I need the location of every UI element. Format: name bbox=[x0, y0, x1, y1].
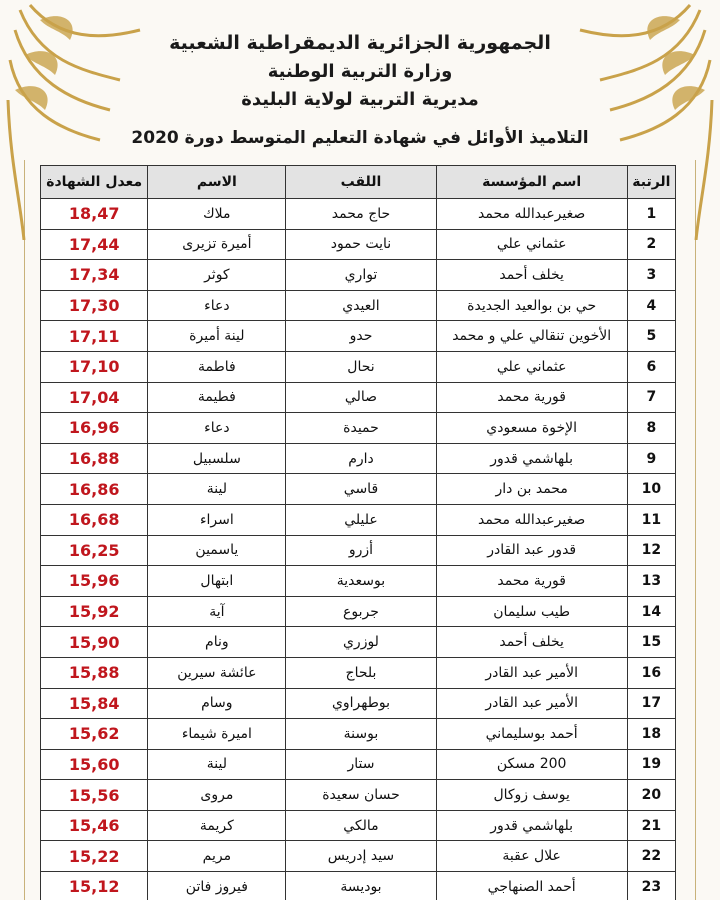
table-row bbox=[41, 749, 676, 780]
cell-last-name: صالي bbox=[286, 382, 436, 413]
cell-institution: صغيرعبدالله محمد bbox=[436, 199, 627, 230]
cell-grade: 15,90 bbox=[41, 627, 148, 658]
cell-last-name: بوسنة bbox=[286, 719, 436, 750]
cell-first-name: اسراء bbox=[148, 504, 286, 535]
cell-last-name: بوديسة bbox=[286, 872, 436, 900]
cell-institution: قدور عبد القادر bbox=[436, 535, 627, 566]
cell-last-name: قاسي bbox=[286, 474, 436, 505]
cell-grade: 17,11 bbox=[41, 321, 148, 352]
table-row bbox=[41, 810, 676, 841]
cell-rank: 4 bbox=[627, 290, 675, 321]
cell-institution: أحمد الصنهاجي bbox=[436, 872, 627, 900]
cell-last-name: نحال bbox=[286, 351, 436, 382]
cell-institution: طيب سليمان bbox=[436, 596, 627, 627]
table-row bbox=[41, 290, 676, 321]
cell-grade: 17,44 bbox=[41, 229, 148, 260]
cell-grade: 17,30 bbox=[41, 290, 148, 321]
cell-last-name: دارم bbox=[286, 443, 436, 474]
cell-first-name: سلسبيل bbox=[148, 443, 286, 474]
cell-institution: بلهاشمي قدور bbox=[436, 810, 627, 841]
cell-institution: الأمير عبد القادر bbox=[436, 657, 627, 688]
cell-first-name: دعاء bbox=[148, 413, 286, 444]
cell-first-name: ياسمين bbox=[148, 535, 286, 566]
cell-grade: 15,56 bbox=[41, 780, 148, 811]
cell-first-name: لينة bbox=[148, 474, 286, 505]
cell-rank: 11 bbox=[627, 504, 675, 535]
header-grade: معدل الشهادة bbox=[41, 166, 148, 199]
cell-rank: 7 bbox=[627, 382, 675, 413]
cell-rank: 20 bbox=[627, 780, 675, 811]
cell-rank: 16 bbox=[627, 657, 675, 688]
cell-institution: قورية محمد bbox=[436, 382, 627, 413]
table-row bbox=[41, 719, 676, 750]
table-header-row bbox=[41, 166, 676, 199]
cell-rank: 22 bbox=[627, 841, 675, 872]
cell-institution: الأخوين تنقالي علي و محمد bbox=[436, 321, 627, 352]
cell-last-name: ستار bbox=[286, 749, 436, 780]
cell-institution: صغيرعبدالله محمد bbox=[436, 504, 627, 535]
cell-grade: 16,68 bbox=[41, 504, 148, 535]
cell-first-name: فيروز فاتن bbox=[148, 872, 286, 900]
header-institution: اسم المؤسسة bbox=[436, 166, 627, 199]
cell-rank: 8 bbox=[627, 413, 675, 444]
cell-last-name: نايت حمود bbox=[286, 229, 436, 260]
cell-first-name: ونام bbox=[148, 627, 286, 658]
table-row bbox=[41, 229, 676, 260]
table-row bbox=[41, 260, 676, 291]
cell-institution: أحمد بوسليماني bbox=[436, 719, 627, 750]
cell-first-name: ابتهال bbox=[148, 566, 286, 597]
table-row bbox=[41, 382, 676, 413]
cell-institution: بلهاشمي قدور bbox=[436, 443, 627, 474]
table-row bbox=[41, 199, 676, 230]
cell-first-name: مروى bbox=[148, 780, 286, 811]
cell-grade: 15,22 bbox=[41, 841, 148, 872]
table-body bbox=[41, 199, 676, 900]
cell-last-name: تواري bbox=[286, 260, 436, 291]
cell-last-name: العيدي bbox=[286, 290, 436, 321]
cell-rank: 2 bbox=[627, 229, 675, 260]
header-last-name: اللقب bbox=[286, 166, 436, 199]
cell-last-name: حدو bbox=[286, 321, 436, 352]
table-row bbox=[41, 413, 676, 444]
cell-first-name: آية bbox=[148, 596, 286, 627]
cell-rank: 23 bbox=[627, 872, 675, 900]
cell-first-name: كريمة bbox=[148, 810, 286, 841]
cell-last-name: حاج محمد bbox=[286, 199, 436, 230]
cell-first-name: دعاء bbox=[148, 290, 286, 321]
cell-institution: 200 مسكن bbox=[436, 749, 627, 780]
cell-first-name: ملاك bbox=[148, 199, 286, 230]
cell-grade: 17,04 bbox=[41, 382, 148, 413]
cell-institution: يخلف أحمد bbox=[436, 627, 627, 658]
cell-grade: 15,88 bbox=[41, 657, 148, 688]
cell-rank: 5 bbox=[627, 321, 675, 352]
table-row bbox=[41, 535, 676, 566]
cell-first-name: لينة أميرة bbox=[148, 321, 286, 352]
table-row bbox=[41, 566, 676, 597]
cell-grade: 15,62 bbox=[41, 719, 148, 750]
header-republic: الجمهورية الجزائرية الديمقراطية الشعبية bbox=[169, 32, 551, 54]
cell-institution: يوسف زوكال bbox=[436, 780, 627, 811]
header-directorate: مديرية التربية لولاية البليدة bbox=[241, 89, 479, 110]
cell-rank: 9 bbox=[627, 443, 675, 474]
table-row bbox=[41, 657, 676, 688]
results-table bbox=[40, 165, 676, 900]
cell-institution: قورية محمد bbox=[436, 566, 627, 597]
cell-rank: 14 bbox=[627, 596, 675, 627]
table-row bbox=[41, 596, 676, 627]
cell-first-name: وسام bbox=[148, 688, 286, 719]
cell-grade: 17,10 bbox=[41, 351, 148, 382]
cell-institution: علال عقبة bbox=[436, 841, 627, 872]
cell-first-name: مريم bbox=[148, 841, 286, 872]
cell-first-name: لينة bbox=[148, 749, 286, 780]
cell-last-name: حسان سعيدة bbox=[286, 780, 436, 811]
table-row bbox=[41, 474, 676, 505]
cell-institution: محمد بن دار bbox=[436, 474, 627, 505]
cell-last-name: بوسعدية bbox=[286, 566, 436, 597]
cell-grade: 15,12 bbox=[41, 872, 148, 900]
cell-last-name: حميدة bbox=[286, 413, 436, 444]
cell-grade: 15,96 bbox=[41, 566, 148, 597]
cell-last-name: مالكي bbox=[286, 810, 436, 841]
cell-institution: حي بن بوالعيد الجديدة bbox=[436, 290, 627, 321]
table-row bbox=[41, 872, 676, 900]
cell-grade: 17,34 bbox=[41, 260, 148, 291]
cell-last-name: سيد إدريس bbox=[286, 841, 436, 872]
header-rank: الرتبة bbox=[627, 166, 675, 199]
table-row bbox=[41, 321, 676, 352]
cell-rank: 21 bbox=[627, 810, 675, 841]
cell-grade: 15,84 bbox=[41, 688, 148, 719]
cell-institution: عثماني علي bbox=[436, 351, 627, 382]
cell-last-name: أزرو bbox=[286, 535, 436, 566]
cell-grade: 15,46 bbox=[41, 810, 148, 841]
cell-rank: 10 bbox=[627, 474, 675, 505]
cell-first-name: كوثر bbox=[148, 260, 286, 291]
cell-last-name: بلحاج bbox=[286, 657, 436, 688]
cell-rank: 3 bbox=[627, 260, 675, 291]
cell-grade: 18,47 bbox=[41, 199, 148, 230]
cell-grade: 16,86 bbox=[41, 474, 148, 505]
table-row bbox=[41, 351, 676, 382]
cell-rank: 1 bbox=[627, 199, 675, 230]
cell-rank: 17 bbox=[627, 688, 675, 719]
cell-rank: 6 bbox=[627, 351, 675, 382]
cell-grade: 16,96 bbox=[41, 413, 148, 444]
table-row bbox=[41, 443, 676, 474]
cell-last-name: بوطهراوي bbox=[286, 688, 436, 719]
table-row bbox=[41, 841, 676, 872]
table-row bbox=[41, 688, 676, 719]
cell-first-name: فاطمة bbox=[148, 351, 286, 382]
cell-grade: 15,60 bbox=[41, 749, 148, 780]
cell-rank: 19 bbox=[627, 749, 675, 780]
cell-grade: 16,25 bbox=[41, 535, 148, 566]
header-ministry: وزارة التربية الوطنية bbox=[267, 61, 453, 82]
cell-first-name: اميرة شيماء bbox=[148, 719, 286, 750]
table-row bbox=[41, 504, 676, 535]
cell-institution: الأمير عبد القادر bbox=[436, 688, 627, 719]
cell-institution: الإخوة مسعودي bbox=[436, 413, 627, 444]
cell-last-name: عليلي bbox=[286, 504, 436, 535]
cell-institution: عثماني علي bbox=[436, 229, 627, 260]
cell-last-name: لوزري bbox=[286, 627, 436, 658]
cell-first-name: فطيمة bbox=[148, 382, 286, 413]
cell-grade: 16,88 bbox=[41, 443, 148, 474]
cell-first-name: أميرة تزيرى bbox=[148, 229, 286, 260]
cell-rank: 13 bbox=[627, 566, 675, 597]
cell-grade: 15,92 bbox=[41, 596, 148, 627]
table-row bbox=[41, 780, 676, 811]
table-row bbox=[41, 627, 676, 658]
cell-rank: 18 bbox=[627, 719, 675, 750]
cell-first-name: عائشة سيرين bbox=[148, 657, 286, 688]
cell-last-name: جربوع bbox=[286, 596, 436, 627]
cell-rank: 15 bbox=[627, 627, 675, 658]
document-title: التلاميذ الأوائل في شهادة التعليم المتوسط دورة 2020 bbox=[131, 128, 589, 148]
cell-rank: 12 bbox=[627, 535, 675, 566]
header-first-name: الاسم bbox=[148, 166, 286, 199]
document-header bbox=[150, 28, 570, 114]
cell-institution: يخلف أحمد bbox=[436, 260, 627, 291]
